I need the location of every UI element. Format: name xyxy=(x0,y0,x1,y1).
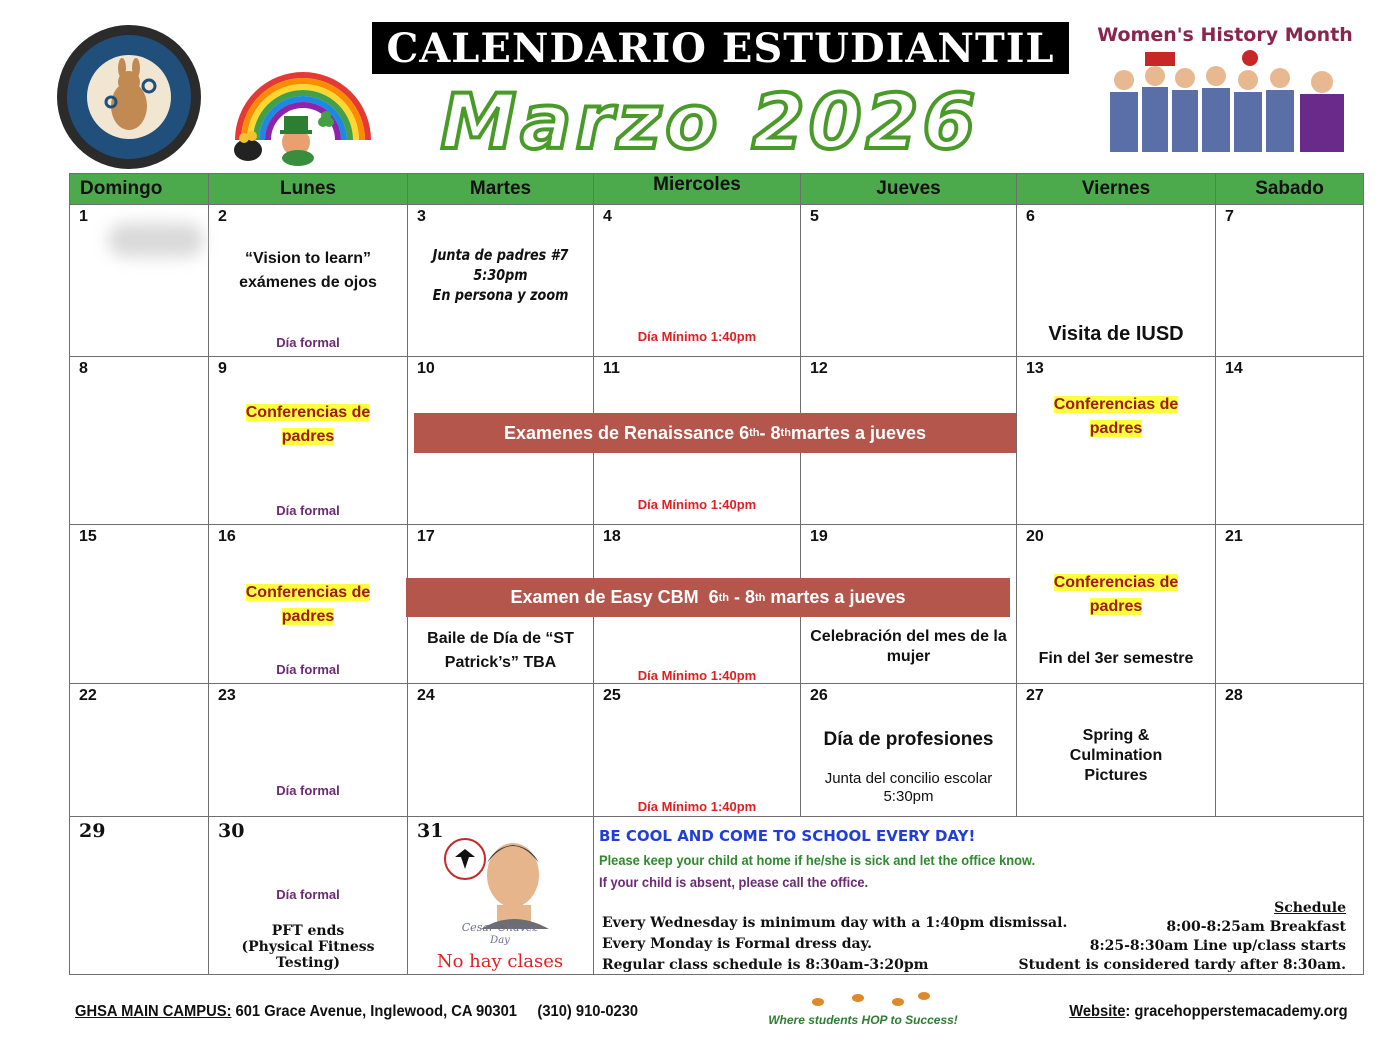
day-number: 22 xyxy=(79,687,97,704)
conferencias-label xyxy=(1017,393,1215,441)
day-number: 2 xyxy=(218,208,227,225)
attendance-slogan: BE COOL AND COME TO SCHOOL EVERY DAY! xyxy=(599,827,976,845)
day-number: 6 xyxy=(1026,208,1035,225)
event-celebracion: Celebración del mes de la mujer xyxy=(810,628,1007,665)
day-cell xyxy=(70,357,209,525)
formal-day-label: Día formal xyxy=(276,503,340,518)
cesar-chavez-image xyxy=(441,829,559,947)
day-cell xyxy=(70,684,209,817)
day-number: 11 xyxy=(603,360,620,377)
day-number: 17 xyxy=(417,528,435,545)
chavez-caption-day: Day xyxy=(490,935,510,946)
slogan-logo xyxy=(768,990,958,1030)
day-cell xyxy=(408,205,594,357)
schedule-item: 8:00-8:25am Breakfast xyxy=(1166,919,1346,935)
address-text: 601 Grace Avenue, Inglewood, CA 90301 (310) 910-0230 xyxy=(231,1003,639,1020)
formal-day-label: Día formal xyxy=(276,887,340,902)
day-cell xyxy=(209,525,408,684)
website-url[interactable]: : gracehopperstemacademy.org xyxy=(1125,1003,1348,1020)
day-number: 12 xyxy=(810,360,828,377)
conferencias-label xyxy=(1017,571,1215,619)
day-number: 13 xyxy=(1026,360,1044,377)
event-spring-pictures: Spring & Culmination Pictures xyxy=(1069,727,1163,784)
day-number: 27 xyxy=(1026,687,1044,704)
slogan-text: Where students HOP to Success! xyxy=(768,1013,958,1027)
event-junta-line: Junta de padres #7 xyxy=(432,246,569,264)
banner-sup: th xyxy=(718,591,729,604)
day-number: 20 xyxy=(1026,528,1044,545)
day-cell xyxy=(801,684,1017,817)
weekday-header: Miercoles xyxy=(594,174,801,205)
banner-sup: th xyxy=(780,427,791,439)
day-cell xyxy=(408,684,594,817)
day-cell xyxy=(1216,684,1364,817)
formal-day-label: Día formal xyxy=(276,335,340,350)
weekday-header: Sabado xyxy=(1216,174,1364,205)
event-junta-line: 5:30pm xyxy=(473,266,528,284)
month-title: Marzo 2026 xyxy=(440,76,980,166)
banner-text: Examenes de Renaissance 6 xyxy=(503,422,750,443)
absent-note: If your child is absent, please call the office. xyxy=(599,874,869,890)
renaissance-banner xyxy=(414,413,1016,453)
weekday-header: Martes xyxy=(408,174,594,205)
blurred-area xyxy=(108,223,204,257)
minimum-day-label: Día Mínimo 1:40pm xyxy=(637,799,757,814)
womens-history-title: Women's History Month xyxy=(1097,24,1353,46)
schedule-block xyxy=(1018,899,1346,975)
event-baile: Baile de Día de “ST Patrick’s” TBA xyxy=(427,630,574,671)
day-cell xyxy=(209,205,408,357)
banner-sup: th xyxy=(755,591,766,604)
day-number: 18 xyxy=(603,528,621,545)
day-number: 30 xyxy=(218,820,245,842)
day-number: 9 xyxy=(218,360,227,377)
weekday-header: Jueves xyxy=(801,174,1017,205)
event-vision: “Vision to learn” exámenes de ojos xyxy=(239,250,377,291)
day-cell xyxy=(209,357,408,525)
event-pft: PFT ends (Physical Fitness Testing) xyxy=(241,923,375,971)
event-fin-semestre: Fin del 3er semestre xyxy=(1038,650,1194,667)
weekday-header: Lunes xyxy=(209,174,408,205)
day-cell xyxy=(70,525,209,684)
sick-note: Please keep your child at home if he/she is sick and let the office know. xyxy=(599,852,1036,868)
day-number: 14 xyxy=(1225,360,1243,377)
day-cell xyxy=(1216,205,1364,357)
rule-item: Every Monday is Formal dress day. xyxy=(602,936,872,952)
banner-sup: th xyxy=(749,427,760,439)
conferencias-text: Conferencias de padres xyxy=(1053,574,1179,615)
formal-day-label: Día formal xyxy=(276,783,340,798)
page-title: CALENDARIO ESTUDIANTIL xyxy=(372,22,1069,74)
campus-address xyxy=(75,1003,638,1021)
event-junta-padres xyxy=(422,245,579,305)
rules-list xyxy=(602,913,1067,976)
day-number: 19 xyxy=(810,528,828,545)
day-number: 28 xyxy=(1225,687,1243,704)
day-number: 5 xyxy=(810,208,819,225)
event-profesiones: Día de profesiones xyxy=(823,729,994,750)
day-cell xyxy=(70,817,209,975)
school-logo xyxy=(56,24,202,170)
day-number: 10 xyxy=(417,360,435,377)
day-number: 16 xyxy=(218,528,236,545)
day-number: 4 xyxy=(603,208,612,225)
day-cell xyxy=(70,205,209,357)
conferencias-text: Conferencias de padres xyxy=(245,584,371,625)
day-cell xyxy=(209,684,408,817)
day-number: 3 xyxy=(417,208,426,225)
banner-text: martes a jueves xyxy=(765,587,906,607)
conferencias-text: Conferencias de padres xyxy=(1053,396,1179,437)
day-cell xyxy=(801,205,1017,357)
day-cell xyxy=(594,684,801,817)
rainbow-leprechaun-image xyxy=(228,50,378,168)
conferencias-label xyxy=(209,401,407,449)
website-label: Website xyxy=(1069,1003,1126,1020)
day-cell xyxy=(209,817,408,975)
day-cell xyxy=(1216,357,1364,525)
conferencias-label xyxy=(209,581,407,629)
rule-item: Every Wednesday is minimum day with a 1:40pm dismissal. xyxy=(602,915,1068,931)
event-concilio: Junta del concilio escolar 5:30pm xyxy=(824,770,993,805)
day-number: 24 xyxy=(417,687,435,704)
day-cell xyxy=(1017,357,1216,525)
day-number: 31 xyxy=(417,820,444,842)
day-cell xyxy=(1017,525,1216,684)
day-cell xyxy=(1017,684,1216,817)
info-block xyxy=(594,819,1362,975)
day-number: 26 xyxy=(810,687,828,704)
day-number: 8 xyxy=(79,360,88,377)
weekday-header: Domingo xyxy=(70,174,209,205)
day-cell xyxy=(1216,525,1364,684)
banner-text: - 8 xyxy=(759,422,781,443)
minimum-day-label: Día Mínimo 1:40pm xyxy=(637,668,757,683)
minimum-day-label: Día Mínimo 1:40pm xyxy=(637,497,757,512)
day-cell xyxy=(594,205,801,357)
schedule-title: Schedule xyxy=(1274,900,1346,916)
website xyxy=(1070,1003,1348,1021)
formal-day-label: Día formal xyxy=(276,662,340,677)
banner-text: Examen de Easy CBM 6 xyxy=(510,587,719,607)
day-number: 15 xyxy=(79,528,97,545)
day-number: 1 xyxy=(79,208,88,225)
womens-history-month-image xyxy=(1090,22,1360,162)
campus-label: GHSA MAIN CAMPUS: xyxy=(75,1003,232,1020)
minimum-day-label: Día Mínimo 1:40pm xyxy=(637,329,757,344)
banner-text: - 8 xyxy=(728,587,755,607)
day-number: 21 xyxy=(1225,528,1243,545)
weekday-header: Viernes xyxy=(1017,174,1216,205)
event-iusd: Visita de IUSD xyxy=(1048,323,1184,345)
day-cell xyxy=(1017,205,1216,357)
no-classes-label: No hay clases xyxy=(436,951,564,972)
day-number: 23 xyxy=(218,687,236,704)
day-number: 25 xyxy=(603,687,621,704)
day-number: 29 xyxy=(79,820,106,842)
day-number: 7 xyxy=(1225,208,1234,225)
banner-text: martes a jueves xyxy=(790,422,927,443)
schedule-item: 8:25-8:30am Line up/class starts xyxy=(1089,938,1346,954)
easycbm-banner xyxy=(406,578,1010,617)
chavez-caption: Cesar Chavez xyxy=(461,921,539,934)
rule-item: Regular class schedule is 8:30am-3:20pm xyxy=(602,957,929,973)
schedule-item: Student is considered tardy after 8:30am. xyxy=(1018,957,1346,973)
conferencias-text: Conferencias de padres xyxy=(245,404,371,445)
event-junta-line: En persona y zoom xyxy=(432,286,569,304)
